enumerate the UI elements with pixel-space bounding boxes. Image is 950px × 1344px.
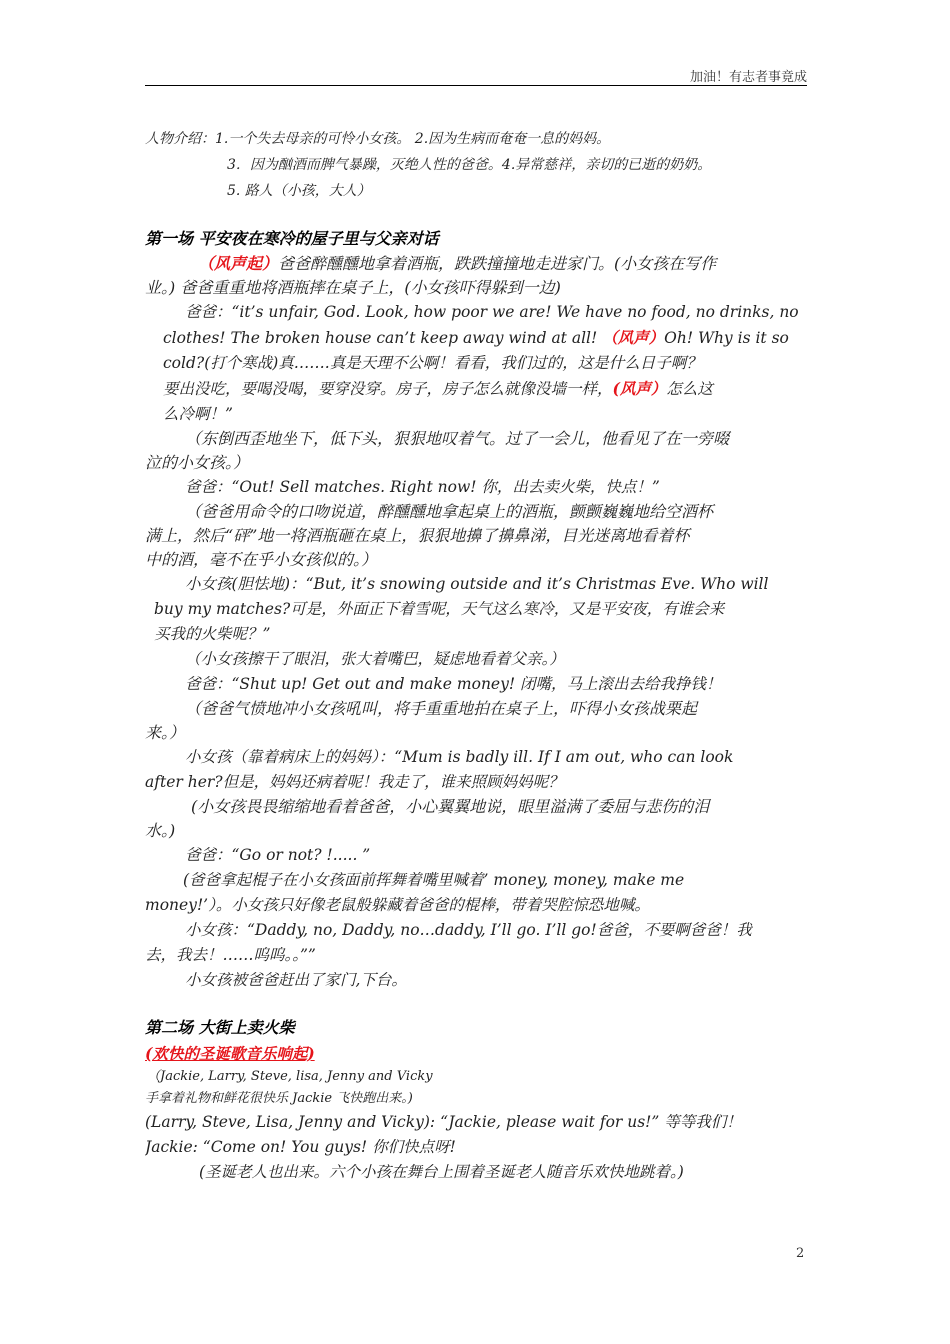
script-text: 爸爸醉醺醺地拿着酒瓶，跌跌撞撞地走进家门。(小女孩在写作 [278, 254, 717, 273]
stage-direction: 满上，然后“砰”地一将酒瓶砸在桌上，狠狠地擤了擤鼻涕，目光迷离地看着杯 [145, 526, 690, 545]
script-line: 爸爸：“Go or not? !..... ” [185, 846, 371, 864]
script-text: clothes! The broken house can’t keep away wind at all! [163, 329, 603, 347]
stage-direction: 手拿着礼物和鲜花很快乐 Jackie 飞快跑出来。) [145, 1091, 413, 1106]
header-motto: 加油！有志者事竟成 [689, 70, 807, 85]
header-divider [145, 85, 807, 86]
stage-direction: （爸爸用命令的口吻说道，醉醺醺地拿起桌上的酒瓶，颤颤巍巍地给空酒杯 [185, 502, 714, 521]
cast-line: 5. 路人（小孩，大人） [227, 183, 371, 199]
stage-direction: (爸爸拿起棍子在小女孩面前挥舞着嘴里喊着’ money, money, make me [183, 871, 685, 889]
spacer [145, 204, 810, 226]
script-line: 爸爸：“it’s unfair, God. Look, how poor we are! We have no food, no drinks, no [185, 303, 799, 321]
script-line: 小女孩(胆怯地)：“But, it’s snowing outside and it’s Christmas Eve. Who will [185, 575, 769, 593]
script-text: 要出没吃，要喝没喝，要穿没穿。房子，房子怎么就像没墙一样， [163, 380, 613, 398]
script-line: Jackie: “Come on! You guys! 你们快点呀! [145, 1138, 456, 1156]
music-cue: (欢快的圣诞歌音乐响起) [145, 1044, 315, 1063]
stage-direction: 泣的小女孩。） [145, 453, 250, 472]
script-text: Oh! Why is it so [664, 329, 789, 347]
scene-one [145, 226, 810, 993]
scene-two [145, 1015, 810, 1185]
stage-direction: 水。) [145, 821, 176, 840]
scene-title: 第一场 平安夜在寒冷的屋子里与父亲对话 [145, 229, 439, 248]
sound-cue: （风声） [602, 328, 665, 347]
script-line: after her?但是，妈妈还病着呢！我走了，谁来照顾妈妈呢？ [145, 773, 564, 791]
sound-cue: (风声） [612, 379, 667, 398]
stage-direction: 中的酒，毫不在乎小女孩似的。） [145, 550, 378, 569]
stage-direction: 来。） [145, 723, 186, 742]
script-line: 爸爸：“Shut up! Get out and make money! 闭嘴，马上滚出去给我挣钱！ [185, 675, 722, 693]
script-line: 买我的火柴呢？” [154, 625, 271, 643]
page-number: 2 [796, 1246, 805, 1261]
spacer [145, 993, 810, 1015]
script-line: 去，我去！……呜呜。。”” [145, 946, 316, 964]
cast-introduction [145, 126, 810, 204]
cast-line: 人物介绍：1.一个失去母亲的可怜小女孩。 2.因为生病而奄奄一息的妈妈。 [145, 131, 611, 147]
stage-direction: 小女孩被爸爸赶出了家门,下台。 [185, 971, 407, 989]
script-line: 么冷啊！” [163, 405, 233, 423]
stage-direction: （东倒西歪地坐下，低下头，狠狠地叹着气。过了一会儿，他看见了在一旁啜 [185, 429, 730, 448]
stage-direction: (小女孩畏畏缩缩地看着爸爸，小心翼翼地说，眼里溢满了委屈与悲伤的泪 [191, 797, 710, 816]
script-line: cold?(打个寒战)真…….真是天理不公啊！看看，我们过的，这是什么日子啊？ [163, 354, 702, 372]
stage-direction: （小女孩擦干了眼泪，张大着嘴巴，疑虑地看着父亲。） [185, 650, 565, 668]
script-line: 爸爸：“Out! Sell matches. Right now! 你，出去卖火柴，快点！” [185, 478, 660, 496]
cast-line: 3．因为酗酒而脾气暴躁，灭绝人性的爸爸。4.异常慈祥，亲切的已逝的奶奶。 [227, 157, 712, 173]
script-line: 小女孩：“Daddy, no, Daddy, no…daddy, I’ll go. I’ll go!爸爸，不要啊爸爸！我 [185, 921, 752, 939]
script-line: (Larry, Steve, Lisa, Jenny and Vicky): “Jackie, please wait for us!” 等等我们！ [145, 1113, 742, 1131]
scene-title: 第二场 大街上卖火柴 [145, 1018, 295, 1037]
script-text: 怎么这 [666, 380, 713, 398]
script-line: 业。) 爸爸重重地将酒瓶摔在桌子上，(小女孩吓得躲到一边) [145, 278, 561, 297]
script-line [145, 252, 810, 276]
script-line [145, 325, 810, 351]
script-line: buy my matches?可是，外面正下着雪呢，天气这么寒冷，又是平安夜，有谁会来 [154, 600, 725, 618]
stage-direction: money!’）。小女孩只好像老鼠般躲藏着爸爸的棍棒，带着哭腔惊恐地喊。 [145, 896, 650, 914]
sound-cue: （风声起） [198, 254, 279, 273]
stage-direction: (圣诞老人也出来。六个小孩在舞台上围着圣诞老人随音乐欢快地跳着。) [199, 1163, 684, 1181]
script-line: 小女孩（靠着病床上的妈妈）：“Mum is badly ill. If I am out, who can look [185, 748, 734, 766]
document-body [145, 126, 810, 1185]
stage-direction: （Jackie, Larry, Steve, lisa, Jenny and Vicky [147, 1069, 433, 1084]
stage-direction: （爸爸气愤地冲小女孩吼叫，将手重重地拍在桌子上，吓得小女孩战栗起 [185, 699, 698, 718]
script-line [145, 376, 810, 402]
